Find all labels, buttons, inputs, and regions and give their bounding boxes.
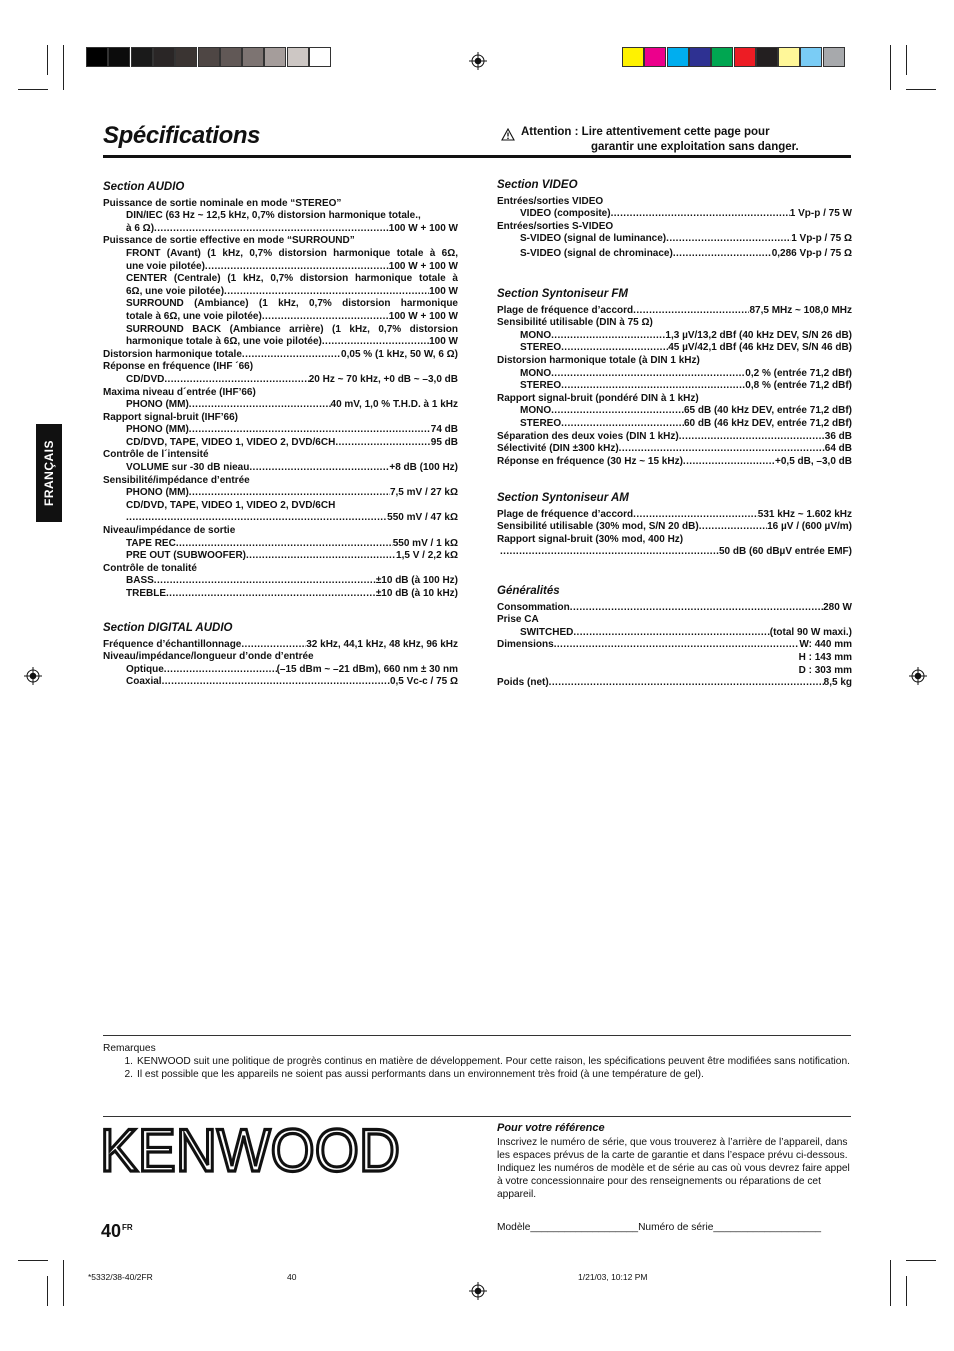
serial-fields: Modèle___________________Numéro de série___________________ <box>497 1222 822 1233</box>
spec-line: Distorsion harmonique totale (à DIN 1 kHz) <box>497 354 700 366</box>
spec-line: Réponse en fréquence (IHF ´66) <box>103 361 254 373</box>
spec-line: CD/DVD ..... 20 Hz ~ 70 kHz, +0 dB ~ –3,0 dB <box>103 374 458 387</box>
spec-line: Plage de fréquence d’accord ..... 87,5 MHz ~ 108,0 MHz <box>497 305 852 318</box>
page-number: $40^{FR}$ <box>101 1221 133 1241</box>
crop-mark <box>906 45 907 75</box>
spec-line: ..... 550 mV / 47 kΩ <box>103 512 458 525</box>
spec-line: VIDEO (composite) ..... 1 Vp-p / 75 W <box>497 208 852 221</box>
section-heading: Section AUDIO <box>103 181 185 193</box>
crop-mark <box>18 1260 48 1261</box>
list-item: 2. Il est possible que les appareils ne soient pas aussi performants dans un environnement très froid (à une température de gel). <box>124 1069 704 1080</box>
spec-line: Rapport signal-bruit (IHF’66) <box>103 411 238 423</box>
color-swatch <box>667 47 689 67</box>
crop-mark <box>906 1276 907 1306</box>
spec-line: à 6 Ω) ..... 100 W + 100 W <box>103 223 458 236</box>
spec-line: Sensibilité utilisable (30% mod, S/N 20 dB) ..... 16 µV / (600 µV/m) <box>497 521 852 534</box>
footer-page: 40 <box>287 1272 297 1282</box>
crop-mark <box>906 89 936 90</box>
gray-swatch <box>175 47 197 67</box>
spec-line: TAPE REC ..... 550 mV / 1 kΩ <box>103 538 458 551</box>
spec-line: Puissance de sortie effective en mode “SURROUND” <box>103 235 355 247</box>
spec-line: PHONO (MM) ..... 40 mV, 1,0 % T.H.D. à 1 kHz <box>103 399 458 412</box>
spec-line: Contrôle de l´intensité <box>103 449 209 461</box>
warning-triangle-icon <box>501 128 515 141</box>
spec-line: une voie pilotée) ..... 100 W + 100 W <box>103 261 458 274</box>
spec-line: PHONO (MM) ..... 7,5 mV / 27 kΩ <box>103 487 458 500</box>
spec-line: CD/DVD, TAPE, VIDEO 1, VIDEO 2, DVD/6CH ..... 95 dB <box>103 437 458 450</box>
section-heading: Section Syntoniseur AM <box>497 492 629 504</box>
gray-swatch <box>309 47 331 67</box>
spec-line: VOLUME sur -30 dB nieau ..... +8 dB (100 Hz) <box>103 462 458 475</box>
reference-block <box>497 1122 853 1234</box>
section-heading: Section DIGITAL AUDIO <box>103 622 233 634</box>
spec-line: SURROUND BACK (Ambiance arrière) (1 kHz, 0,7% distorsion <box>126 323 458 335</box>
spec-line: S-VIDEO (signal de chrominace) ..... 0,286 Vp-p / 75 Ω <box>497 248 852 261</box>
spec-line: Distorsion harmonique totale ..... 0,05 % (1 kHz, 50 W, 6 Ω) <box>103 349 458 362</box>
svg-text:KENWOOD: KENWOOD <box>100 1124 400 1176</box>
spec-line: SURROUND (Ambiance) (1 kHz, 0,7% distorsion harmonique <box>126 298 458 310</box>
spec-line: PHONO (MM) ..... 74 dB <box>103 424 458 437</box>
spec-line: totale à 6Ω, une voie pilotée) ..... 100 W + 100 W <box>103 311 458 324</box>
spec-line: Entrées/sorties VIDEO <box>497 195 604 207</box>
crop-mark <box>47 1276 48 1306</box>
divider <box>103 1035 851 1036</box>
spec-line: FRONT (Avant) (1 kHz, 0,7% distorsion harmonique totale à 6Ω, <box>126 247 458 259</box>
spec-line: Entrées/sorties S-VIDEO <box>497 220 614 232</box>
color-swatch <box>823 47 845 67</box>
spec-line: CENTER (Centrale) (1 kHz, 0,7% distorsion harmonique totale à <box>126 273 458 285</box>
color-swatch <box>734 47 756 67</box>
attention-note: Attention : Lire attentivement cette page pour garantir une exploitation sans danger. <box>521 126 799 153</box>
spec-line: TREBLE ..... ±10 dB (à 10 kHz) <box>103 588 458 601</box>
page-title: Spécifications <box>103 122 261 149</box>
section-heading: Section Syntoniseur FM <box>497 288 628 300</box>
spec-line: Rapport signal-bruit (pondéré DIN à 1 kHz) <box>497 392 699 404</box>
section-heading: Généralités <box>497 585 560 597</box>
spec-line: Optique ..... (–15 dBm ~ –21 dBm), 660 nm ± 30 nm <box>103 664 458 677</box>
spec-line: Prise CA <box>497 614 539 626</box>
spec-line: STEREO ..... 45 µV/42,1 dBf (46 kHz DEV, S/N 46 dB) <box>497 342 852 355</box>
spec-line: D : 303 mm <box>798 664 852 676</box>
registration-mark-icon <box>469 1282 487 1300</box>
crop-mark <box>18 89 48 90</box>
audio-section <box>103 181 458 601</box>
reference-heading: Pour votre référence <box>497 1122 605 1134</box>
divider <box>103 1116 851 1117</box>
crop-mark <box>47 45 48 75</box>
spec-line: Séparation des deux voies (DIN 1 kHz) ..... 36 dB <box>497 431 852 444</box>
registration-mark-icon <box>909 667 927 685</box>
digital-audio-section <box>103 622 458 689</box>
spec-line: MONO ..... 65 dB (40 kHz DEV, entrée 71,2 dBf) <box>497 405 852 418</box>
spec-line: harmonique totale à 6Ω, une voie pilotée) ..... 100 W <box>103 336 458 349</box>
color-swatch <box>689 47 711 67</box>
spec-line: Rapport signal-bruit (30% mod, 400 Hz) <box>497 533 684 545</box>
remarks-heading: Remarques <box>103 1043 156 1054</box>
gray-swatch <box>86 47 108 67</box>
color-swatch <box>711 47 733 67</box>
spec-line: Sensibilité/impédance d’entrée <box>103 474 250 486</box>
footer-job-id: *5332/38-40/2FR <box>88 1272 153 1282</box>
spec-line: STEREO ..... 60 dB (46 kHz DEV, entrée 71,2 dBf) <box>497 418 852 431</box>
spec-line: PRE OUT (SUBWOOFER) ..... 1,5 V / 2,2 kΩ <box>103 550 458 563</box>
spec-line: SWITCHED ..... (total 90 W maxi.) <box>497 627 852 640</box>
spec-line: H : 143 mm <box>798 651 852 663</box>
gray-swatch <box>108 47 130 67</box>
spec-line: Réponse en fréquence (30 Hz ~ 15 kHz) ..... +0,5 dB, –3,0 dB <box>497 456 852 469</box>
gray-swatch <box>242 47 264 67</box>
spec-line: S-VIDEO (signal de luminance) ..... 1 Vp-p / 75 Ω <box>497 233 852 246</box>
spec-line: Sensibilité utilisable (DIN à 75 Ω) <box>497 317 653 329</box>
spec-line: Poids (net) ..... 8,5 kg <box>497 677 852 690</box>
title-rule <box>103 155 851 158</box>
spec-line: Niveau/impédance/longueur d’onde d’entrée <box>103 651 314 663</box>
spec-line: Dimensions ..... W: 440 mm <box>497 639 852 652</box>
crop-mark <box>890 1260 891 1306</box>
spec-line: MONO ..... 0,2 % (entrée 71,2 dBf) <box>497 368 852 381</box>
gray-swatch <box>153 47 175 67</box>
registration-mark-icon <box>24 667 42 685</box>
footer-timestamp: 1/21/03, 10:12 PM <box>578 1272 648 1282</box>
gray-swatch <box>198 47 220 67</box>
language-tab: FRANÇAIS <box>36 424 62 522</box>
crop-mark <box>890 45 891 90</box>
spec-line: BASS ..... ±10 dB (à 100 Hz) <box>103 575 458 588</box>
spec-line: 6Ω, une voie pilotée) ..... 100 W <box>103 286 458 299</box>
general-section <box>497 585 852 690</box>
color-swatch <box>644 47 666 67</box>
remarks <box>103 1042 853 1081</box>
gray-swatch <box>264 47 286 67</box>
video-section <box>497 179 852 261</box>
fm-tuner-section <box>497 288 852 468</box>
spec-line: Contrôle de tonalité <box>103 562 197 574</box>
spec-line: Niveau/impédance de sortie <box>103 525 236 537</box>
am-tuner-section <box>497 492 852 559</box>
spec-line: Puissance de sortie nominale en mode “STEREO” <box>103 197 342 209</box>
list-item: 1. KENWOOD suit une politique de progrès continus en matière de développement. Pour cette raison, les spécifications peuvent être modifiées sans notification. <box>124 1056 850 1067</box>
crop-mark <box>63 45 64 90</box>
color-swatch <box>778 47 800 67</box>
gray-swatch <box>287 47 309 67</box>
gray-swatch <box>131 47 153 67</box>
spec-line: Coaxial ..... 0,5 Vc-c / 75 Ω <box>103 676 458 689</box>
spec-line: MONO ..... 1,3 µV/13,2 dBf (40 kHz DEV, S/N 26 dB) <box>497 330 852 343</box>
spec-line: Plage de fréquence d’accord ..... 531 kHz ~ 1.602 kHz <box>497 509 852 522</box>
spec-line: CD/DVD, TAPE, VIDEO 1, VIDEO 2, DVD/6CH <box>126 499 336 511</box>
gray-swatch <box>220 47 242 67</box>
section-heading: Section VIDEO <box>497 179 578 191</box>
registration-mark-icon <box>469 52 487 70</box>
spec-line: Fréquence d’échantillonnage ..... 32 kHz, 44,1 kHz, 48 kHz, 96 kHz <box>103 639 458 652</box>
kenwood-logo <box>100 1124 402 1176</box>
spec-line: Sélectivité (DIN ±300 kHz) ..... 64 dB <box>497 443 852 456</box>
spec-line: Consommation ..... 280 W <box>497 602 852 615</box>
reference-text: Inscrivez le numéro de série, que vous trouverez à l’arrière de l’appareil, dans les espaces prévus de la carte de garantie et dans l’espace prévu ci-dessous. Indiquez les numéros de modèle et de série au cas où vous devrez faire appel à votre concessionnaire pour des renseignements ou réparations de cet appareil. <box>497 1137 850 1200</box>
spec-line: ..... 50 dB (60 dBµV entrée EMF) <box>497 546 852 559</box>
color-swatch <box>756 47 778 67</box>
crop-mark <box>906 1260 936 1261</box>
color-swatch <box>800 47 822 67</box>
color-swatch <box>622 47 644 67</box>
spec-line: DIN/IEC (63 Hz ~ 12,5 kHz, 0,7% distorsion harmonique totale., <box>126 210 421 222</box>
crop-mark <box>63 1260 64 1306</box>
spec-line: STEREO ..... 0,8 % (entrée 71,2 dBf) <box>497 380 852 393</box>
spec-line: Maxima niveau d´entrée (IHF’66) <box>103 386 256 398</box>
